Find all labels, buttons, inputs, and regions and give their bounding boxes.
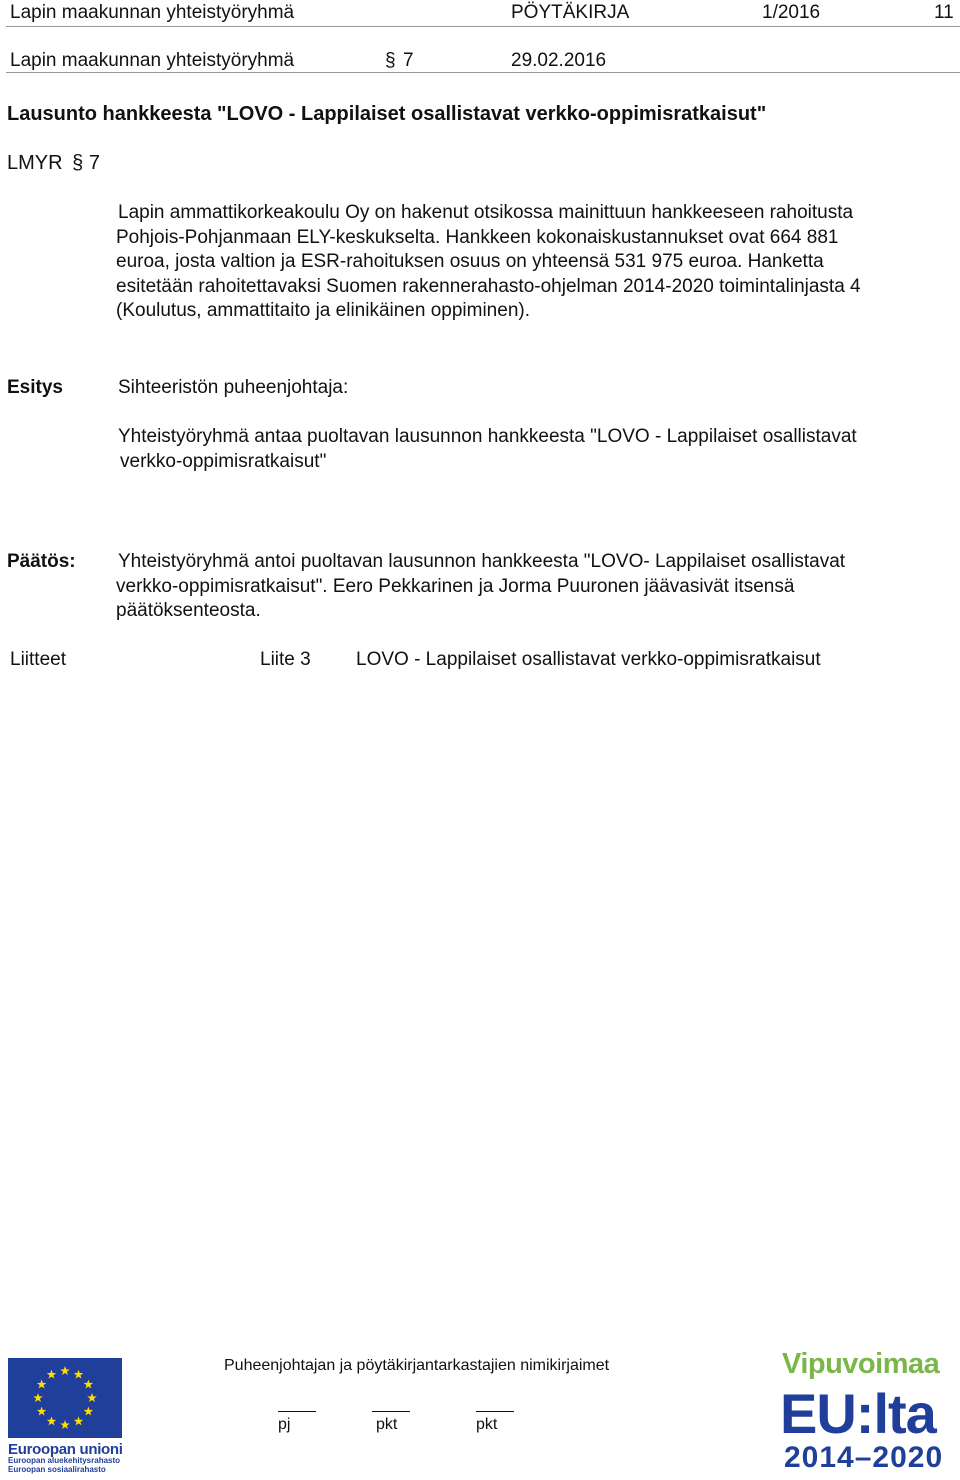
body-line: euroa, josta valtion ja ESR-rahoituksen osuus on yhteensä 531 975 euroa. Hanketta xyxy=(116,251,824,272)
attachments-label: Liitteet xyxy=(10,649,66,670)
header-org: Lapin maakunnan yhteistyöryhmä xyxy=(10,2,295,23)
signature-line-pj xyxy=(278,1411,316,1412)
eu-star-icon xyxy=(47,1416,57,1425)
eu-star-icon xyxy=(74,1416,84,1425)
eu-star-icon xyxy=(84,1407,94,1416)
header-page-number: 11 xyxy=(934,2,954,23)
body-line: (Koulutus, ammattitaito ja elinikäinen oppiminen). xyxy=(116,300,530,321)
vipuvoimaa-line2: EU:lta xyxy=(780,1382,936,1445)
eu-stars-icon xyxy=(8,1358,122,1438)
signatures-title: Puheenjohtajan ja pöytäkirjantarkastajien nimikirjaimet xyxy=(224,1357,610,1374)
eu-logo-name: Euroopan unioni xyxy=(8,1441,123,1458)
eu-star-icon xyxy=(60,1366,70,1375)
eu-logo-sub xyxy=(8,1456,120,1474)
header-rule-2 xyxy=(6,72,960,73)
body-line: Pohjois-Pohjanmaan ELY-keskukselta. Hankkeen kokonaiskustannukset ovat 664 881 xyxy=(116,226,839,248)
proposal-line: verkko-oppimisratkaisut" xyxy=(120,450,327,472)
signature-label-pkt-2: pkt xyxy=(476,1416,498,1433)
attachment-title: LOVO - Lappilaiset osallistavat verkko-oppimisratkaisut xyxy=(356,649,821,670)
vipuvoimaa-logo xyxy=(780,1348,958,1476)
signature-label-pkt-1: pkt xyxy=(376,1416,398,1433)
reference-code xyxy=(7,151,100,176)
eu-flag-icon xyxy=(8,1358,122,1438)
eu-star-icon xyxy=(60,1420,70,1429)
body-paragraph xyxy=(116,201,861,324)
eu-star-icon xyxy=(74,1370,84,1379)
reference-section-symbol: § xyxy=(72,152,84,174)
eu-star-icon xyxy=(33,1393,43,1402)
attachment-id: Liite 3 xyxy=(260,649,311,670)
header-section-number: 7 xyxy=(403,50,414,71)
eu-star-icon xyxy=(84,1380,94,1389)
proposal-text xyxy=(118,425,857,474)
signature-label-pj: pj xyxy=(278,1416,291,1433)
header-org-2: Lapin maakunnan yhteistyöryhmä xyxy=(10,50,295,71)
body-line: Lapin ammattikorkeakoulu Oy on hakenut otsikossa mainittuun hankkeeseen rahoitusta xyxy=(118,202,854,223)
proposal-presenter: Sihteeristön puheenjohtaja: xyxy=(118,377,349,398)
body-line: esitetään rahoitettavaksi Suomen rakennerahasto-ohjelman 2014-2020 toimintalinjasta 4 xyxy=(116,275,861,297)
proposal-line: Yhteistyöryhmä antaa puoltavan lausunnon hankkeesta "LOVO - Lappilaiset osallistavat xyxy=(118,426,857,447)
eu-star-icon xyxy=(37,1380,47,1389)
reference-number: 7 xyxy=(88,152,100,174)
signature-line-pkt-1 xyxy=(372,1411,410,1412)
decision-text xyxy=(116,550,845,624)
decision-line: Yhteistyöryhmä antoi puoltavan lausunnon hankkeesta "LOVO- Lappilaiset osallistavat xyxy=(118,551,846,572)
eu-logo-sub-line: Euroopan aluekehitysrahasto xyxy=(8,1456,121,1465)
header-doc-number: 1/2016 xyxy=(762,2,821,23)
header-date: 29.02.2016 xyxy=(511,50,607,71)
reference-code-label: LMYR xyxy=(7,152,63,174)
eu-star-icon xyxy=(37,1407,47,1416)
header-section-symbol: § xyxy=(385,50,396,71)
eu-logo xyxy=(8,1358,124,1476)
decision-label: Päätös: xyxy=(7,551,76,572)
vipuvoimaa-line3: 2014–2020 xyxy=(784,1441,944,1474)
decision-line: verkko-oppimisratkaisut". Eero Pekkarinen ja Jorma Puuronen jäävasivät itsensä xyxy=(116,575,795,597)
header-rule-1 xyxy=(6,26,960,27)
header-doc-type: PÖYTÄKIRJA xyxy=(511,2,630,23)
decision-line: päätöksenteosta. xyxy=(116,600,261,621)
signature-line-pkt-2 xyxy=(476,1411,514,1412)
eu-logo-sub-line: Euroopan sosiaalirahasto xyxy=(8,1465,106,1474)
document-title: Lausunto hankkeesta "LOVO - Lappilaiset osallistavat verkko-oppimisratkaisut" xyxy=(7,103,767,125)
vipuvoimaa-line1: Vipuvoimaa xyxy=(782,1348,940,1380)
eu-star-icon xyxy=(47,1370,57,1379)
proposal-label: Esitys xyxy=(7,377,63,398)
eu-star-icon xyxy=(87,1393,97,1402)
